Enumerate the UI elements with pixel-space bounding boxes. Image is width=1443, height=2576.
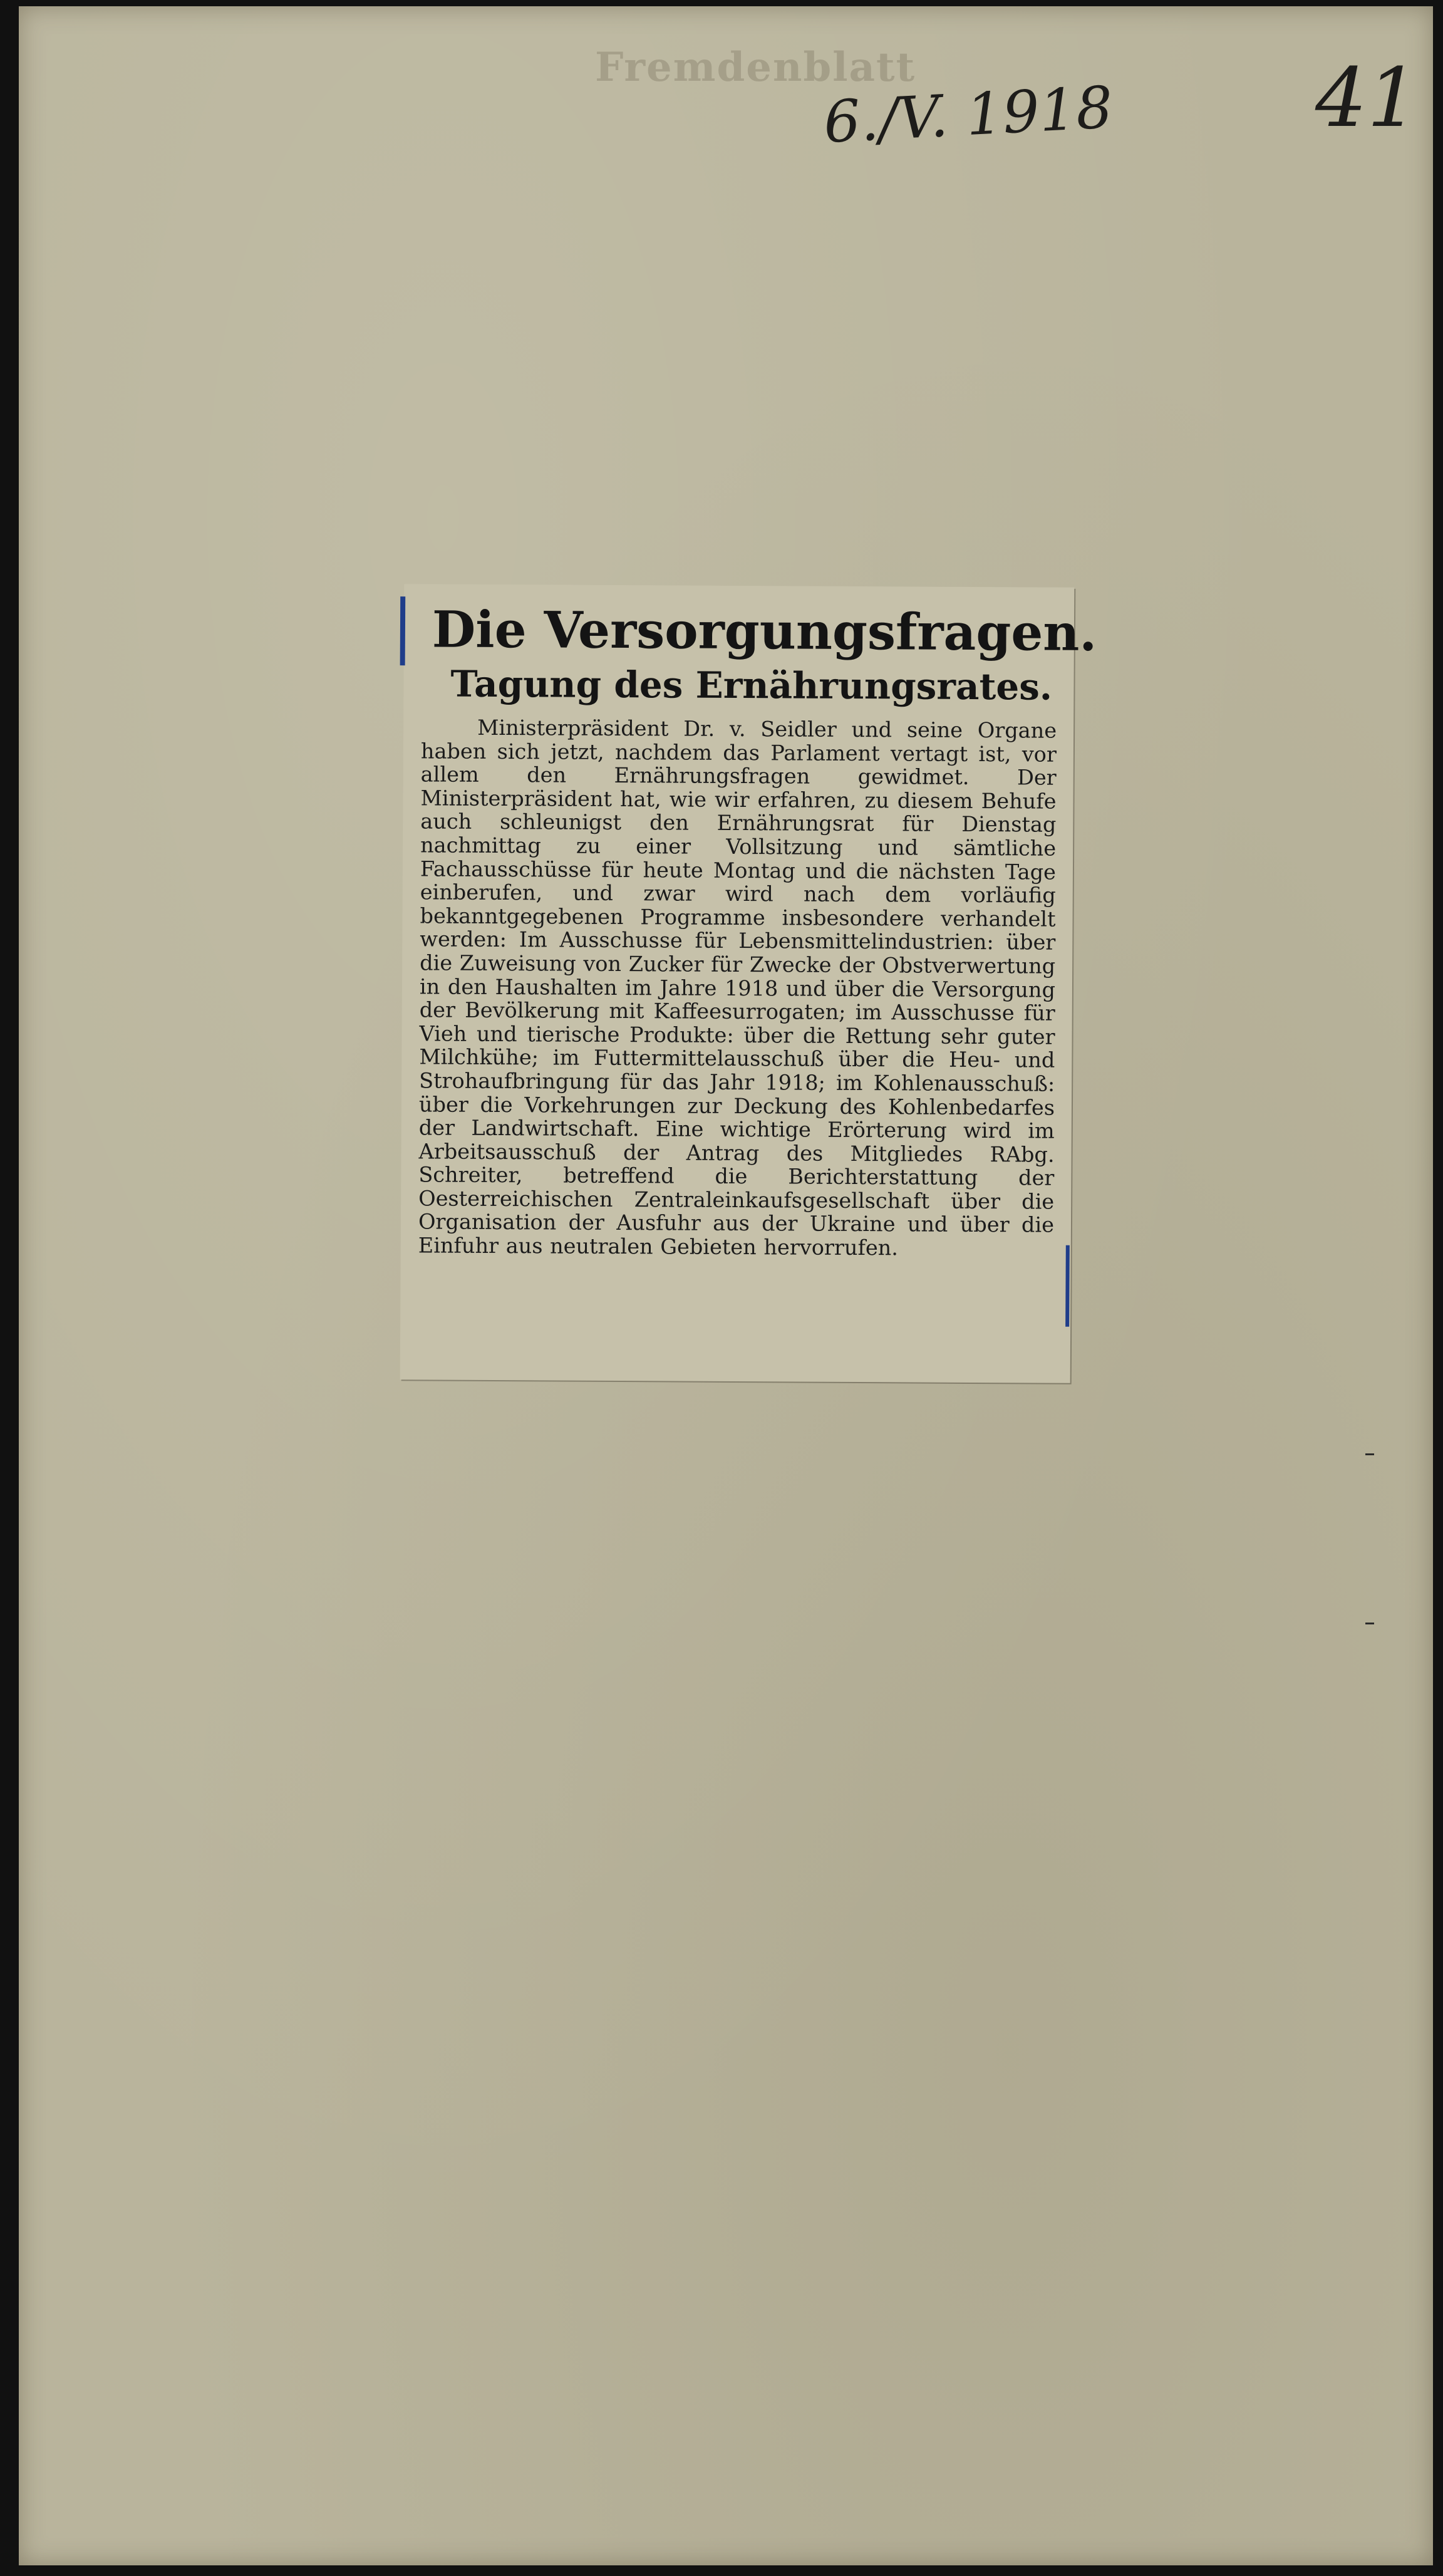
edge-mark [1365,1623,1374,1624]
article-subheadline: Tagung des Ernährungsrates. [450,662,1053,709]
newspaper-clipping [400,584,1097,1383]
folio-number: 41 [1315,50,1419,145]
edge-mark [1365,1453,1374,1455]
blue-pencil-mark-right [1065,1245,1070,1327]
article-headline: Die Versorgungsfragen. [432,600,1097,662]
article-body: Ministerpräsident Dr. v. Seidler und seine Organe haben sich jetzt, nachdem das Parlament vertagt ist, vor allem den Ernährungsfragen gewidmet. Der Ministerpräsident hat, wie wir erfahren, zu diesem Behufe auch schleunigst den Ernährungsrat für Dienstag nachmittag zu einer Vollsitzung und sämtliche Fachausschüsse für heute Montag und die nächsten Tage einberufen, und zwar wird nach dem vorläufig bekanntgegebenen Programme insbesondere verhandelt werden: Im Ausschusse für Lebensmittelindustrien: über die Zuweisung von Zucker für Zwecke der Obstverwertung in den Haushalten im Jahre 1918 und über die Versorgung der Bevölkerung mit Kaffeesurrogaten; im Ausschusse für Vieh und tierische Produkte: über die Rettung sehr guter Milchkühe; im Futtermittelausschuß über die Heu- und Strohaufbringung für das Jahr 1918; im Kohlenausschuß: über die Vorkehrungen zur Deckung des Kohlenbedarfes der Landwirtschaft. Eine wichtige Erörterung wird im Arbeitsausschuß der Antrag des Mitgliedes RAbg. Schreiter, betreffend die Berichterstattung der Oesterreichischen Zentraleinkaufsgesellschaft über die Organisation der Ausfuhr aus der Ukraine und über die Einfuhr aus neutralen Gebieten hervorrufen. [418,715,1057,1260]
handwritten-date: 6./V. 1918 [822,73,1115,157]
archive-page [19,6,1433,2565]
newspaper-stamp: Fremdenblatt [595,44,916,91]
blue-pencil-mark-left [400,596,406,665]
